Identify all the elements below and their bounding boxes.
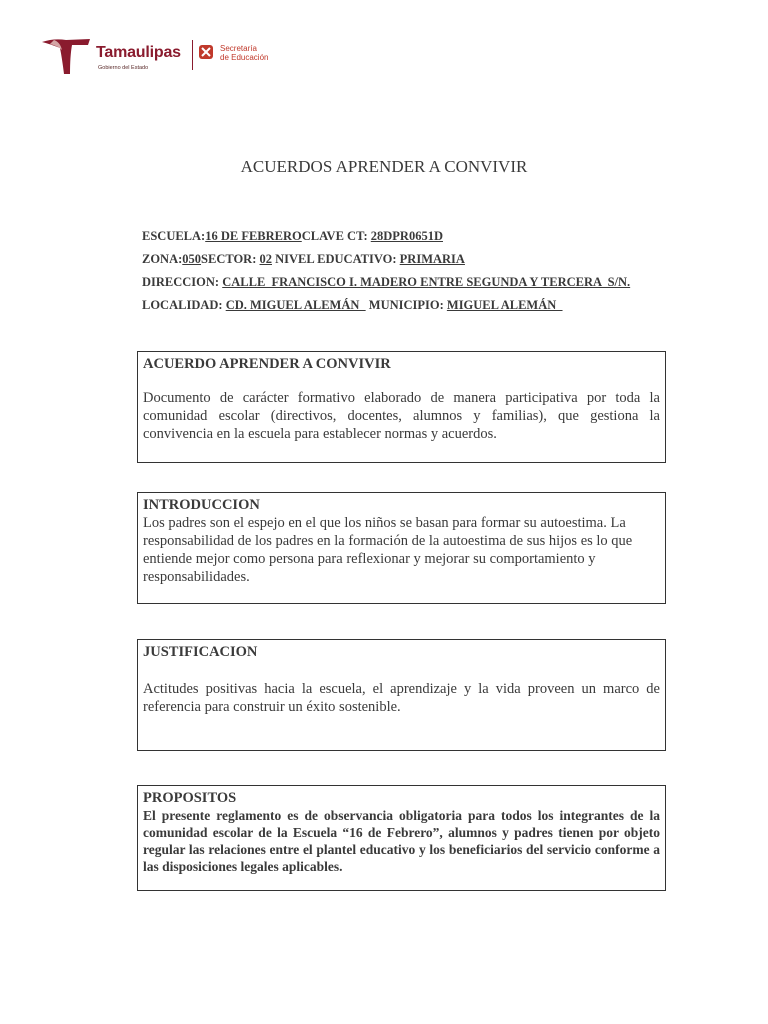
secretaria-line1: Secretaría: [220, 44, 257, 53]
sector-value: 02: [259, 252, 272, 266]
municipio-label: MUNICIPIO:: [365, 298, 447, 312]
clave-label: CLAVE CT:: [301, 229, 371, 243]
info-zona-line: [142, 252, 465, 267]
brand-name: Tamaulipas: [96, 44, 181, 61]
localidad-value: CD. MIGUEL ALEMÁN: [225, 298, 366, 312]
direccion-value: CALLE FRANCISCO I. MADERO ENTRE SEGUNDA Y TERCERA S/N.: [222, 275, 631, 289]
section-justificacion-heading: JUSTIFICACION: [143, 644, 258, 660]
section-justificacion: [137, 639, 666, 751]
sector-label: SECTOR:: [201, 252, 260, 266]
section-propositos-heading: PROPOSITOS: [143, 790, 237, 806]
clave-value: 28DPR0651D: [370, 229, 443, 243]
brand-subtitle: Gobierno del Estado: [98, 65, 149, 71]
section-acuerdo-heading: ACUERDO APRENDER A CONVIVIR: [143, 356, 391, 372]
section-introduccion-heading: INTRODUCCION: [143, 497, 260, 513]
secretaria-icon: [198, 44, 214, 60]
section-justificacion-body: Actitudes positivas hacia la escuela, el aprendizaje y la vida proveen un marco de referencia para construir un éxito sostenible.: [143, 681, 660, 715]
section-acuerdo-body: Documento de carácter formativo elaborado de manera participativa por toda la comunidad escolar (directivos, docentes, alumnos y familias), que gestiona la convivencia en la escuela para establecer normas y acuerdos.: [143, 390, 660, 442]
municipio-value: MIGUEL ALEMÁN: [446, 298, 563, 312]
section-acuerdo: [137, 351, 666, 463]
localidad-label: LOCALIDAD:: [142, 298, 226, 312]
info-direccion-line: [142, 275, 630, 290]
nivel-label: NIVEL EDUCATIVO:: [272, 252, 400, 266]
section-propositos: [137, 785, 666, 891]
page-title: ACUERDOS APRENDER A CONVIVIR: [240, 157, 528, 176]
logo-divider: [192, 40, 193, 70]
escuela-value: 16 DE FEBRERO: [205, 229, 302, 243]
info-escuela-line: [142, 229, 443, 244]
nivel-value: PRIMARIA: [399, 252, 465, 266]
section-introduccion: [137, 492, 666, 604]
secretaria-line2: de Educación: [220, 53, 269, 62]
tamaulipas-t-icon: [40, 36, 92, 76]
direccion-label: DIRECCION:: [142, 275, 223, 289]
zona-value: 050: [182, 252, 202, 266]
header-logo: [40, 36, 280, 78]
zona-label: ZONA:: [142, 252, 183, 266]
section-introduccion-body: Los padres son el espejo en el que los niños se basan para formar su autoestima. La responsabilidad de los padres en la formación de la autoestima de sus hijos es lo que entiende mejor como persona para reflexionar y mejorar su comportamiento y responsabilidades.: [143, 515, 633, 585]
section-propositos-body: El presente reglamento es de observancia obligatoria para todos los integrantes de la comunidad escolar de la Escuela “16 de Febrero”, alumnos y padres tienen por objeto regular las relaciones entre el plantel educativo y los beneficiarios del servicio conforme a las disposiciones legales aplicables.: [143, 808, 660, 874]
info-localidad-line: [142, 298, 563, 313]
escuela-label: ESCUELA:: [142, 229, 206, 243]
